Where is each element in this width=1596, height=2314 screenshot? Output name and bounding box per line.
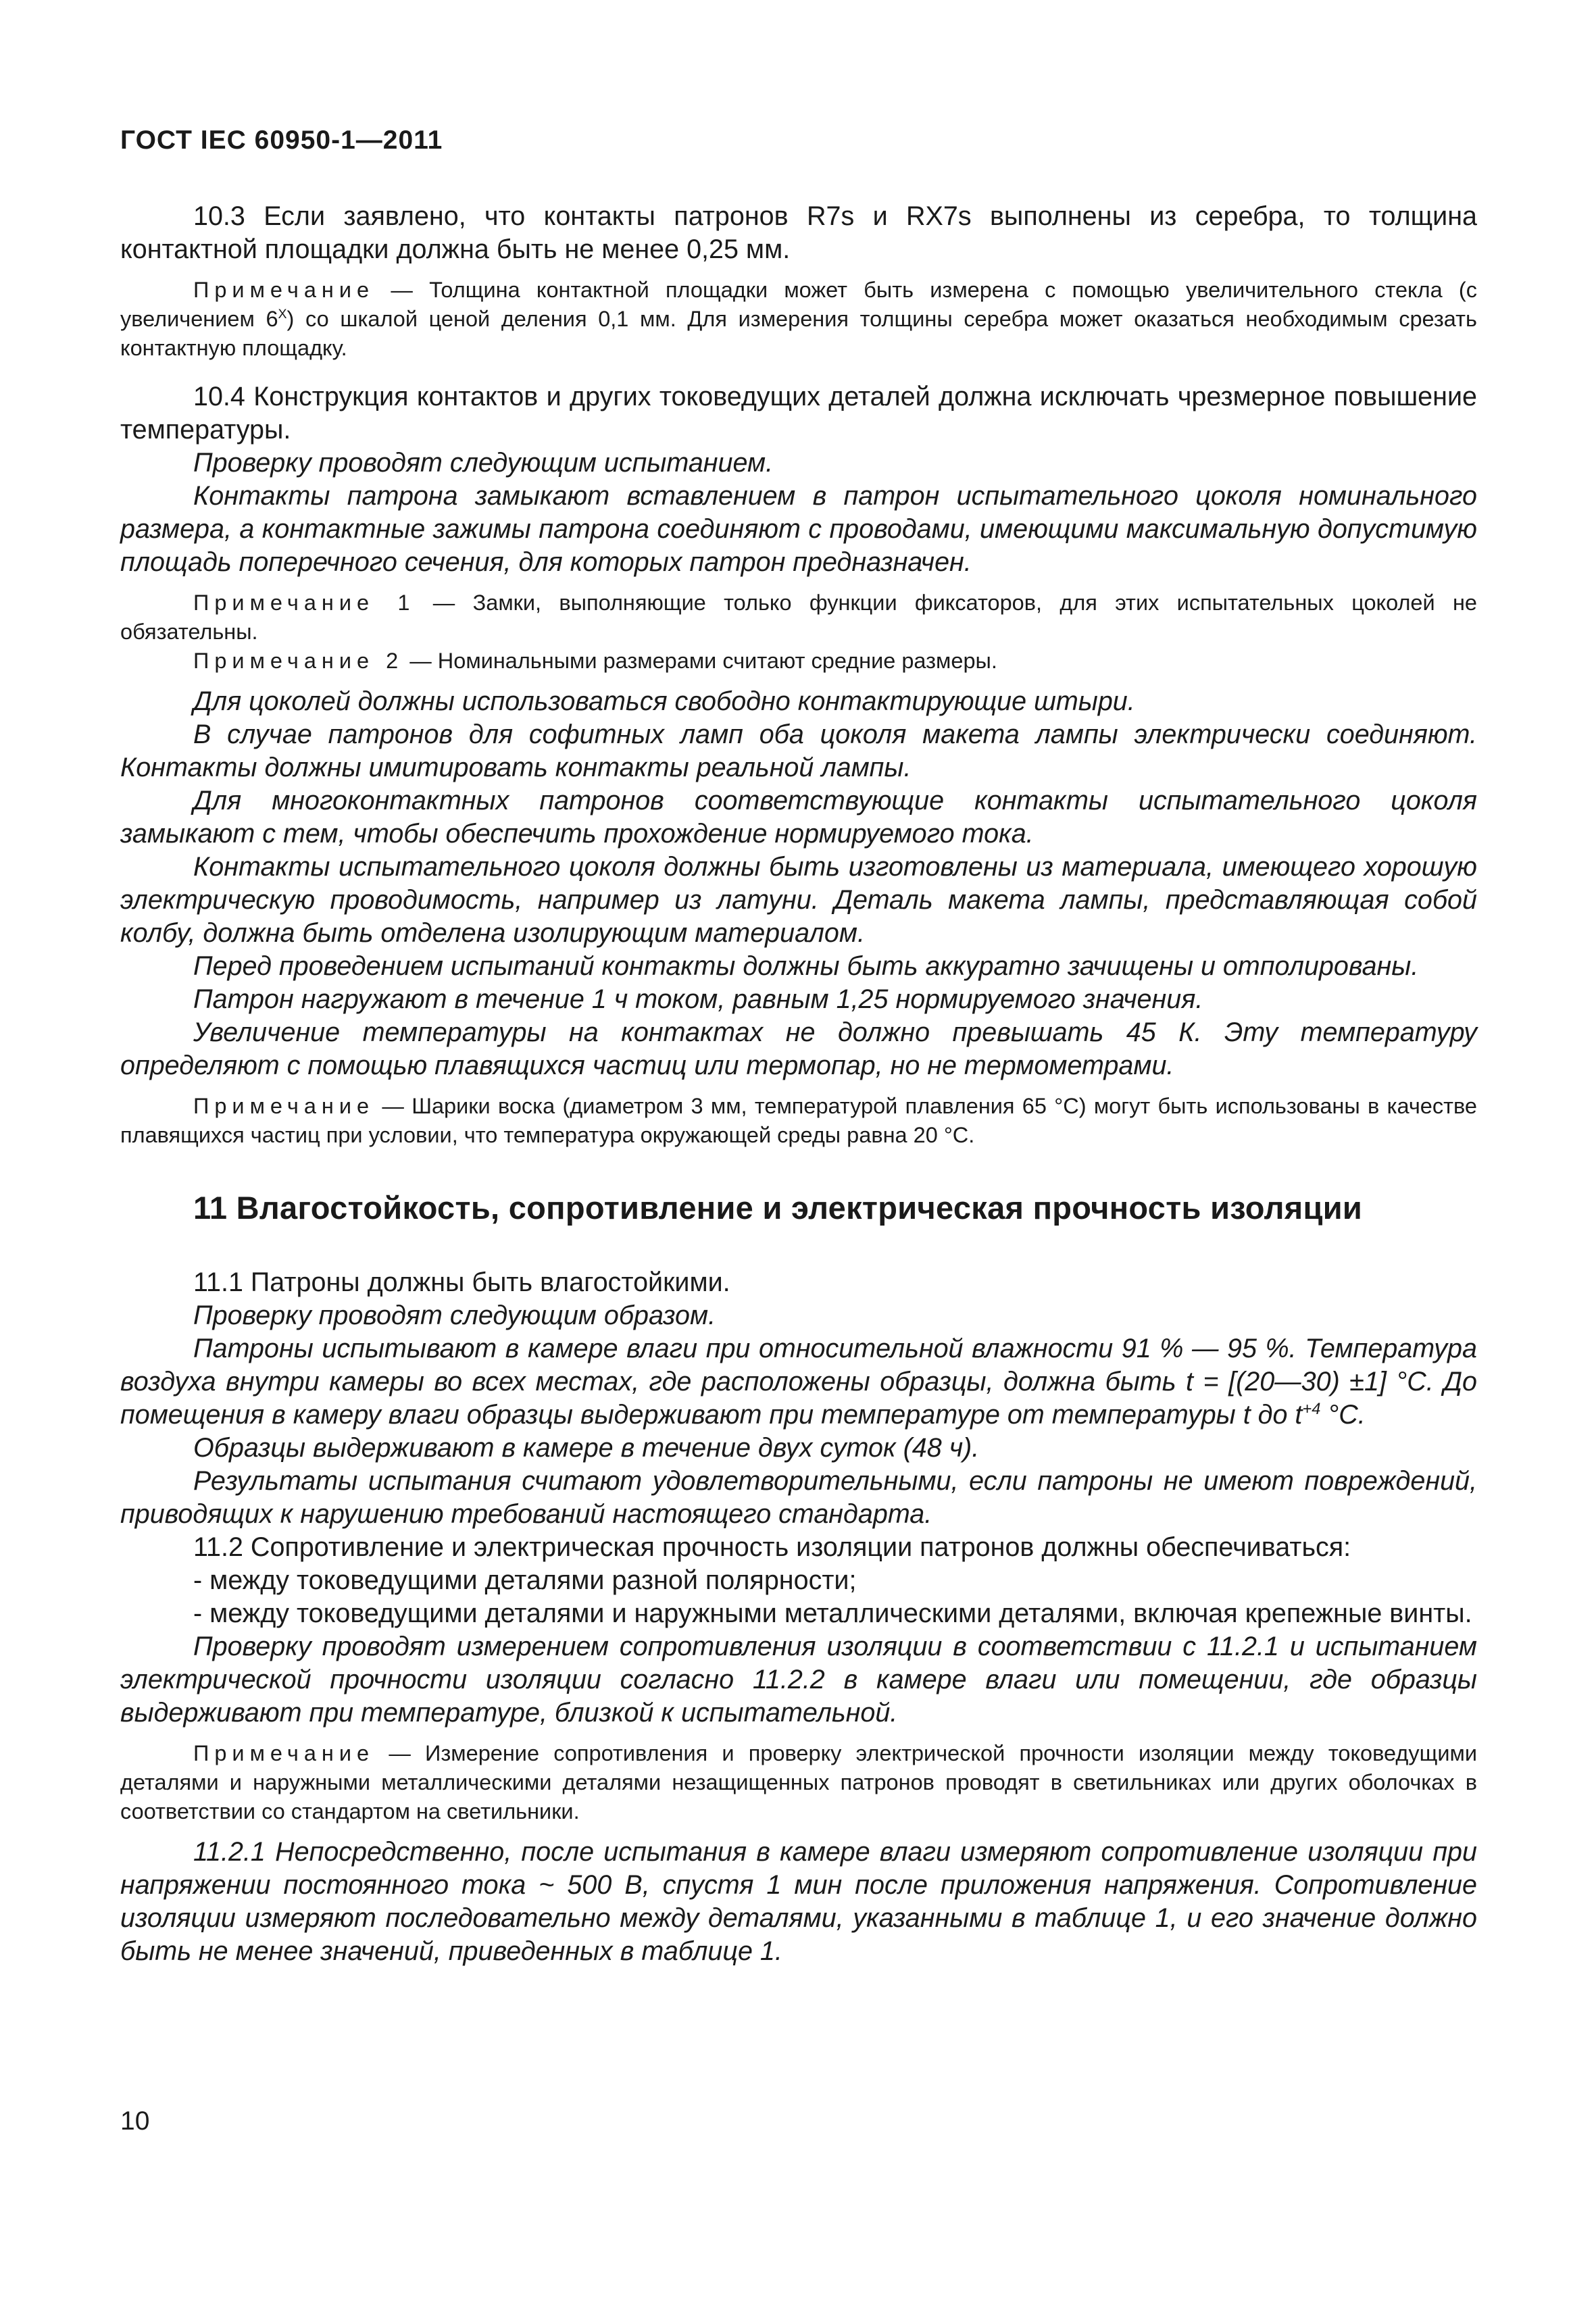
clause-11-2-1: 11.2.1 Непосредственно, после испытания в камере влаги измеряют сопротивление изоляции при напряжении постоянного тока ~ 500 В, спустя 1 мин после приложения напряжения. Сопротивление изоляции измеряют последовательно между деталями, указанными в таблице 1, и его значение должно быть не менее значений, приведенных в таблице 1.: [120, 1837, 1477, 1966]
clause-10-3: 10.3 Если заявлено, что контакты патронов R7s и RX7s выполнены из серебра, то толщина контактной площадки должна быть не менее 0,25 мм.: [120, 201, 1477, 264]
clause-11-1-p3-text: Патроны испытывают в камере влаги при относительной влажности 91 % — 95 %. Температура воздуха внутри камеры во всех местах, где расположены образцы, должна быть t = [(20—30) ±1] °С. До помещения в камеру влаги образцы выдерживают при температуре от температуры t до t: [120, 1334, 1477, 1430]
clause-10-4-p4: Для многоконтактных патронов соответствующие контакты испытательного цоколя замыкают с тем, чтобы обеспечить прохождение нормируемого тока.: [120, 786, 1477, 849]
note-superscript: X: [278, 307, 287, 322]
document-header: ГОСТ IEC 60950-1—2011: [120, 126, 443, 155]
clause-10-4: 10.4 Конструкция контактов и других токоведущих деталей должна исключать чрезмерное повышение температуры.: [120, 382, 1477, 445]
note-text: — Измерение сопротивления и проверку электрической прочности изоляции между токоведущими деталями и наружными металлическими деталями незащищенных патронов проводят в светильниках или других оболочках в соответствии со стандартом на светильники.: [120, 1741, 1477, 1823]
clause-10-4-p7: Патрон нагружают в течение 1 ч током, равным 1,25 нормируемого значения.: [193, 984, 1203, 1014]
clause-10-4-p3: В случае патронов для софитных ламп оба цоколя макета лампы электрически соединяют. Контакты должны имитировать контакты реальной лампы.: [120, 720, 1477, 782]
note-10-4-1: [120, 588, 1477, 647]
clause-11-1-p3-unit: °С.: [1320, 1400, 1366, 1430]
section-11-heading: 11 Влагостойкость, сопротивление и электрическая прочность изоляции: [193, 1190, 1363, 1226]
note-label: Примечание: [193, 278, 375, 302]
clause-10-4-p8: Увеличение температуры на контактах не должно превышать 45 К. Эту температуру определяют с помощью плавящихся частиц или термопар, но не термометрами.: [120, 1017, 1477, 1080]
note-10-4-3: [120, 1092, 1477, 1150]
clause-11-1-p5: Результаты испытания считают удовлетворительными, если патроны не имеют повреждений, приводящих к нарушению требований настоящего стандарта.: [120, 1466, 1477, 1529]
clause-10-4-p2: Для цоколей должны использоваться свободно контактирующие штыри.: [193, 686, 1135, 716]
clause-11-1-check: Проверку проводят следующим образом.: [193, 1301, 716, 1330]
clause-10-4-check: Проверку проводят следующим испытанием.: [193, 448, 774, 478]
note-text: — Шарики воска (диаметром 3 мм, температурой плавления 65 °С) могут быть использованы в качестве плавящихся частиц при условии, что температура окружающей среды равна 20 °С.: [120, 1094, 1477, 1147]
note-label: Примечание 1: [193, 590, 416, 615]
clause-11-2-item1: - между токоведущими деталями разной полярности;: [193, 1565, 857, 1595]
clause-10-4-p6: Перед проведением испытаний контакты должны быть аккуратно зачищены и отполированы.: [193, 951, 1419, 981]
clause-11-2: 11.2 Сопротивление и электрическая прочность изоляции патронов должны обеспечиваться:: [193, 1532, 1351, 1562]
clause-11-1-p3: [120, 1332, 1477, 1432]
note-text-b: ) со шкалой ценой деления 0,1 мм. Для измерения толщины серебра может оказаться необходимым срезать контактную площадку.: [120, 307, 1477, 360]
clause-10-4-p5: Контакты испытательного цоколя должны быть изготовлены из материала, имеющего хорошую электрическую проводимость, например из латуни. Деталь макета лампы, представляющая собой колбу, должна быть отделена изолирующим материалом.: [120, 852, 1477, 948]
note-11-2: [120, 1739, 1477, 1826]
note-label: Примечание: [193, 1741, 375, 1765]
note-label: Примечание 2: [193, 649, 404, 673]
temperature-superscript: +4: [1302, 1400, 1321, 1418]
note-label: Примечание: [193, 1094, 375, 1118]
document-body: [120, 200, 1477, 1968]
clause-11-2-item2: - между токоведущими деталями и наружными металлическими деталями, включая крепежные винты.: [193, 1599, 1472, 1628]
note-10-4-2: [120, 647, 1477, 676]
note-text: — Замки, выполняющие только функции фиксаторов, для этих испытательных цоколей не обязательны.: [120, 590, 1477, 644]
clause-11-1: 11.1 Патроны должны быть влагостойкими.: [193, 1267, 730, 1297]
note-text-a: — Толщина контактной площадки может быть измерена с помощью увеличительного стекла (с увеличением 6: [120, 278, 1477, 331]
clause-11-1-p4: Образцы выдерживают в камере в течение двух суток (48 ч).: [193, 1433, 980, 1463]
note-10-3: [120, 276, 1477, 363]
page-number: 10: [120, 2107, 150, 2136]
clause-11-2-check: Проверку проводят измерением сопротивления изоляции в соответствии с 11.2.1 и испытанием электрической прочности изоляции согласно 11.2.2 в камере влаги или помещении, где образцы выдерживают при температуре, близкой к испытательной.: [120, 1632, 1477, 1728]
note-text: — Номинальными размерами считают средние размеры.: [403, 649, 997, 673]
clause-10-4-p1: Контакты патрона замыкают вставлением в патрон испытательного цоколя номинального размера, а контактные зажимы патрона соединяют с проводами, имеющими максимальную допустимую площадь поперечного сечения, для которых патрон предназначен.: [120, 481, 1477, 577]
